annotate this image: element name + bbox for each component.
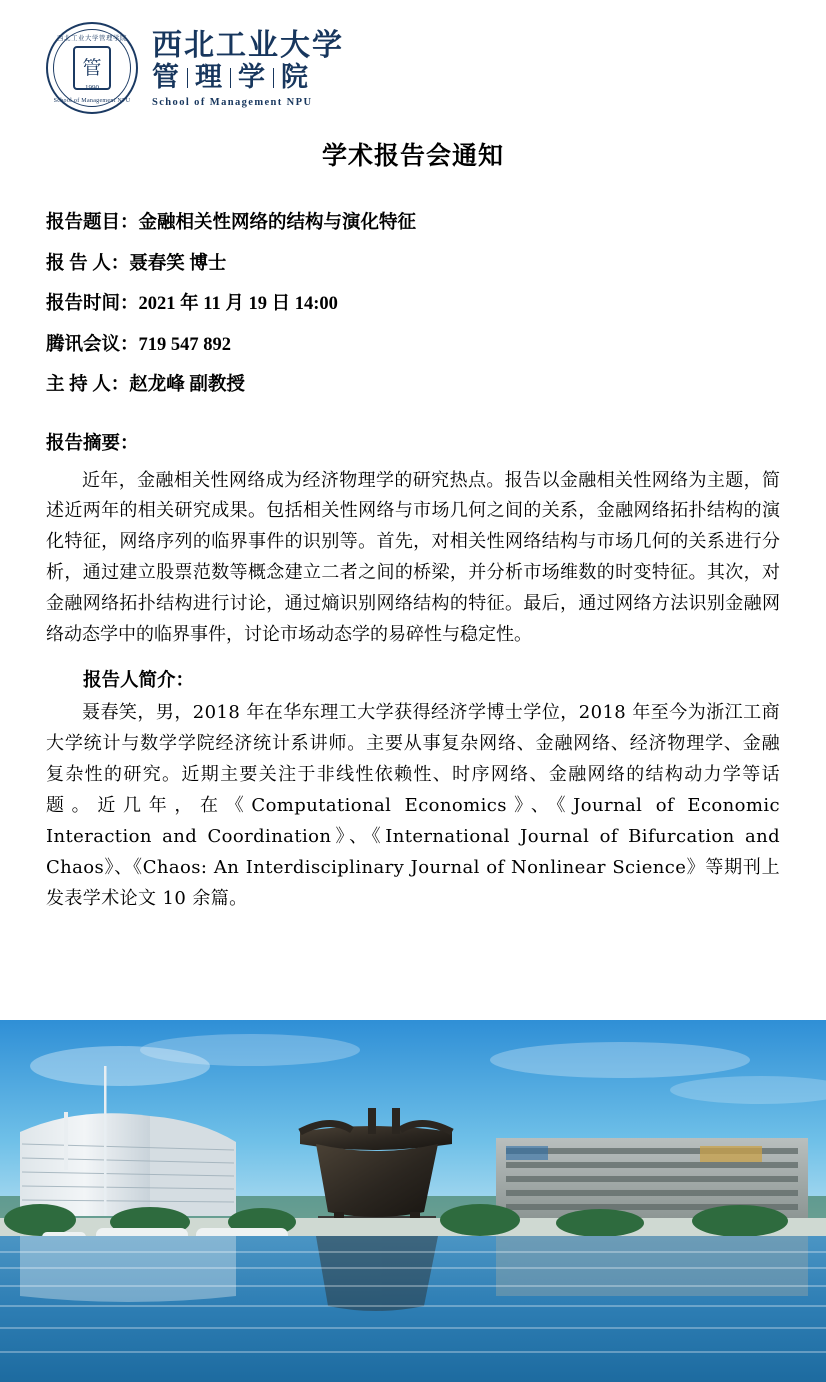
wordmark-school-name [152,63,344,93]
campus-photo [0,1020,826,1382]
meta-label-host: 主 持 人： [46,375,130,395]
wordmark [152,28,344,108]
wordmark-separator-2 [230,68,231,88]
seal-center-glyph: 管 [73,46,111,90]
meta-value-speaker: 聂春笑 博士 [129,253,227,274]
abstract-heading: 报告摘要： [46,433,139,454]
letterhead [0,0,826,110]
wordmark-char-2: 理 [195,62,223,94]
wordmark-separator-1 [187,68,188,88]
meta-value-host: 赵龙峰 副教授 [129,375,245,395]
meta-row-host [46,376,780,395]
wordmark-char-1: 管 [152,62,180,94]
logo-row [46,22,826,114]
wordmark-char-4: 院 [281,62,309,94]
meta-row-topic [46,214,780,233]
bio-body: 聂春笑，男，2018 年在华东理工大学获得经济学博士学位，2018 年至今为浙江工商大学统计与数学学院经济统计系讲师。主要从事复杂网络、金融网络、经济物理学、金融复杂性的研究。近期主要关注于非线性依赖性、时序网络、金融网络的结构动力学等话题。近几年，在《Computational Economics》、《Journal of Economic Interaction and Coordination》、《International Journal of Bifurcation and Chaos》、《Chaos: An Interdisciplinary Journal of Nonlinear Science》等期刊上发表学术论文 10 余篇。 [46,702,780,909]
abstract-body: 近年，金融相关性网络成为经济物理学的研究热点。报告以金融相关性网络为主题，简述近两年的相关研究成果。包括相关性网络与市场几何之间的关系，金融网络拓扑结构的演化特征，网络序列的临界事件的识别等。首先，对相关性网络结构与市场几何的关系进行分析，通过建立股票范数等概念建立二者之间的桥梁，并分析市场维数的时变特征。其次，对金融网络拓扑结构进行讨论，通过熵识别网络结构的特征。最后，通过网络方法识别金融网络动态学中的临界事件，讨论市场动态学的易碎性与稳定性。 [46,469,780,645]
meta-value-time: 2021 年 11 月 19 日 14:00 [138,294,338,314]
seal-year: 1990 [85,84,99,92]
seal-bottom-text: School of Management NPU [53,98,131,104]
university-seal-icon [46,22,138,114]
meta-value-meeting-id: 719 547 892 [138,334,232,355]
bio-heading: 报告人简介： [83,671,195,692]
wordmark-university-name: 西北工业大学 [152,27,344,63]
wordmark-english-name: School of Management NPU [152,97,313,109]
wordmark-separator-3 [273,68,274,88]
page-title: 学术报告会通知 [321,143,504,170]
meta-row-speaker [46,255,780,274]
meta-label-meeting-id: 腾讯会议： [46,334,139,355]
meta-block [46,214,780,395]
meta-label-speaker: 报 告 人： [46,253,130,274]
meta-label-topic: 报告题目： [46,213,139,233]
meta-row-meeting-id [46,336,780,355]
meta-value-topic: 金融相关性网络的结构与演化特征 [138,213,417,233]
meta-row-time [46,295,780,314]
seal-top-text: 西北工业大学管理学院 [57,35,127,42]
wordmark-char-3: 学 [238,62,266,94]
meta-label-time: 报告时间： [46,294,139,314]
